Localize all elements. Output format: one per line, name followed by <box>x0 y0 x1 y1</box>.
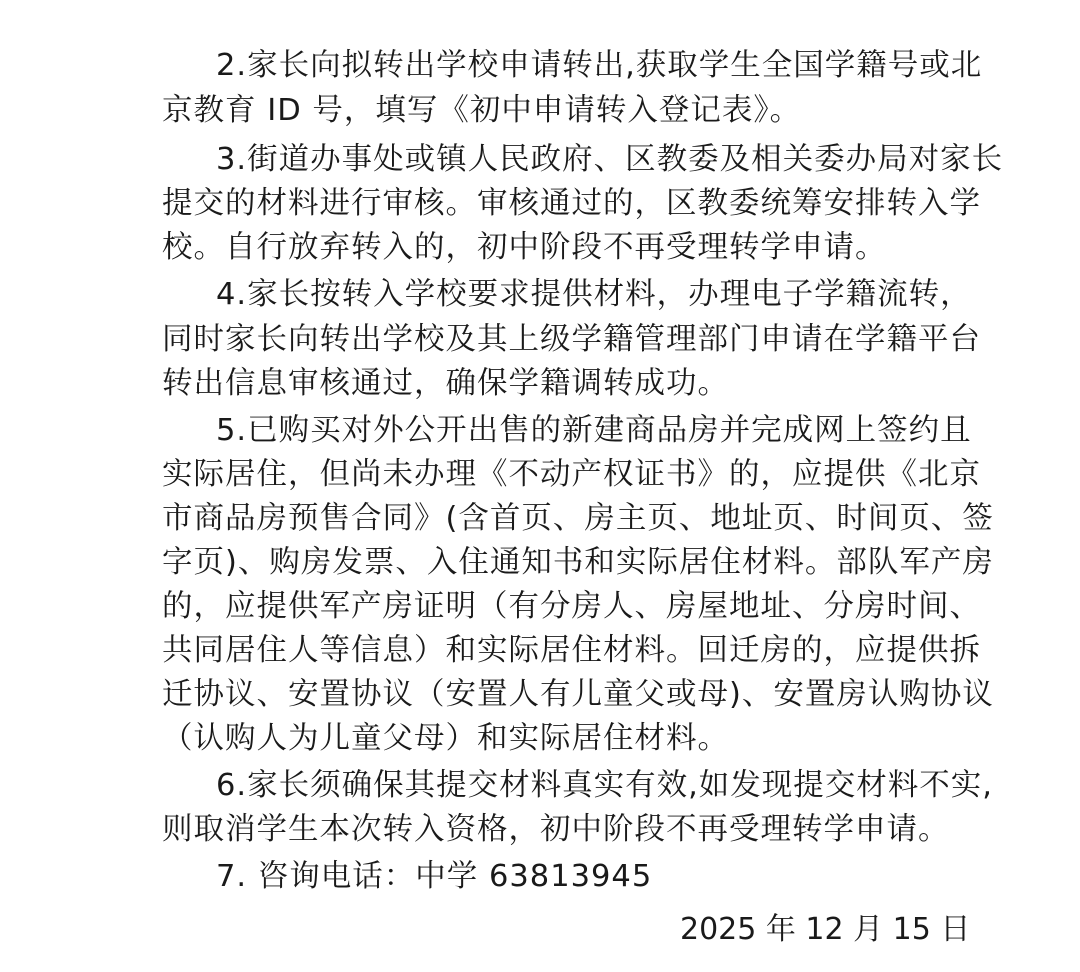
paragraph-6-line-1: 6.家长须确保其提交材料真实有效,如发现提交材料不实, <box>216 768 993 803</box>
paragraph-5-line-7: 迁协议、安置协议（安置人有儿童父或母)、安置房认购协议 <box>162 677 994 712</box>
paragraph-5-line-2: 实际居住，但尚未办理《不动产权证书》的，应提供《北京 <box>162 457 981 492</box>
paragraph-4-line-3: 转出信息审核通过，确保学籍调转成功。 <box>162 366 729 401</box>
paragraph-2-line-2: 京教育 ID 号，填写《初中申请转入登记表》。 <box>162 93 802 128</box>
paragraph-6-line-2: 则取消学生本次转入资格，初中阶段不再受理转学申请。 <box>162 812 950 847</box>
paragraph-3-line-3: 校。自行放弃转入的，初中阶段不再受理转学申请。 <box>162 230 887 265</box>
paragraph-4-line-1: 4.家长按转入学校要求提供材料，办理电子学籍流转， <box>216 277 972 312</box>
paragraph-4-line-2: 同时家长向转出学校及其上级学籍管理部门申请在学籍平台 <box>162 322 981 357</box>
paragraph-5-line-4: 字页)、购房发票、入住通知书和实际居住材料。部队军产房 <box>162 545 994 580</box>
paragraph-5-line-1: 5.已购买对外公开出售的新建商品房并完成网上签约且 <box>216 413 972 448</box>
paragraph-2-line-1: 2.家长向拟转出学校申请转出,获取学生全国学籍号或北 <box>216 48 983 83</box>
paragraph-7-contact-phone: 7. 咨询电话：中学 63813945 <box>216 859 653 894</box>
document-date: 2025 年 12 月 15 日 <box>680 912 971 947</box>
paragraph-3-line-1: 3.街道办事处或镇人民政府、区教委及相关委办局对家长 <box>216 142 1004 177</box>
paragraph-5-line-5: 的，应提供军产房证明（有分房人、房屋地址、分房时间、 <box>162 589 981 624</box>
paragraph-5-line-3: 市商品房预售合同》(含首页、房主页、地址页、时间页、签 <box>162 501 994 536</box>
paragraph-5-line-6: 共同居住人等信息）和实际居住材料。回迁房的，应提供拆 <box>162 633 981 668</box>
paragraph-3-line-2: 提交的材料进行审核。审核通过的，区教委统筹安排转入学 <box>162 186 981 221</box>
paragraph-5-line-8: （认购人为儿童父母）和实际居住材料。 <box>162 721 729 756</box>
